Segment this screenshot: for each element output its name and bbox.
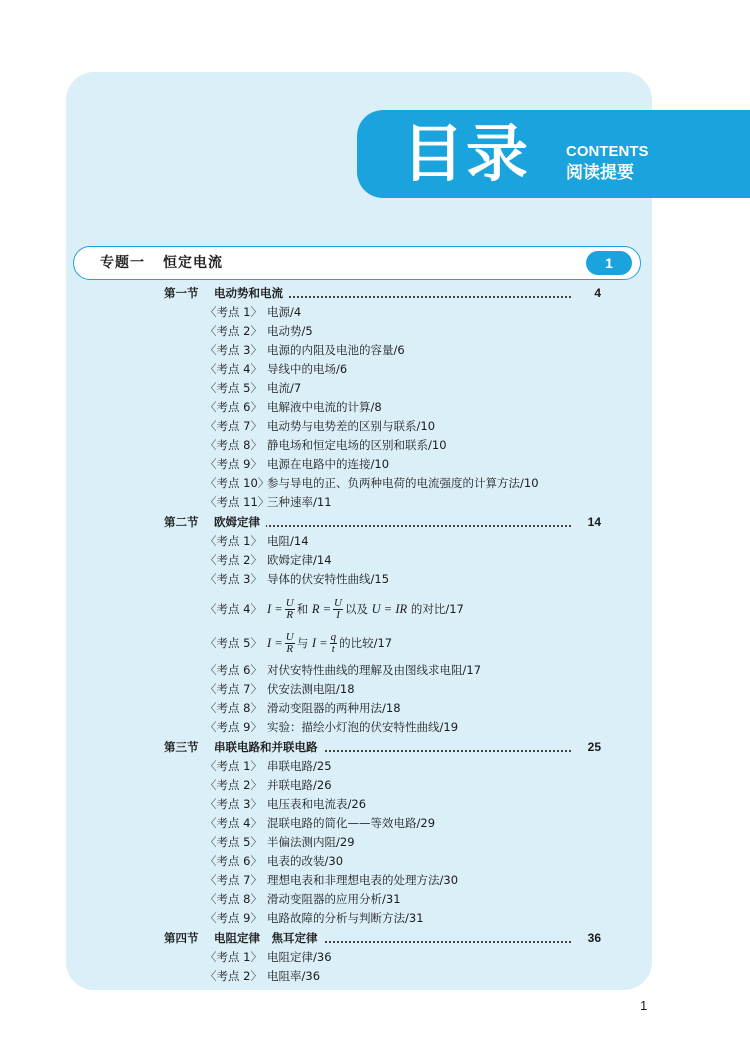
toc-item[interactable] bbox=[205, 493, 332, 512]
item-text: 的对比/17 bbox=[410, 602, 464, 616]
item-tag: 〈考点 1〉 bbox=[205, 759, 262, 773]
fraction-denominator: R bbox=[286, 609, 294, 621]
toc-item[interactable] bbox=[205, 680, 355, 699]
item-tag: 〈考点 7〉 bbox=[205, 682, 262, 696]
section-title: 欧姆定律 bbox=[214, 513, 266, 532]
toc-item[interactable] bbox=[205, 871, 458, 890]
item-text: 滑动变阻器的两种用法/18 bbox=[267, 701, 401, 715]
item-text: 电阻定律/36 bbox=[267, 950, 332, 964]
toc-item[interactable] bbox=[205, 890, 401, 909]
item-text: 与 bbox=[296, 636, 309, 650]
item-tag: 〈考点 2〉 bbox=[205, 324, 262, 338]
item-tag: 〈考点 5〉 bbox=[205, 636, 262, 650]
fraction-numerator: U bbox=[285, 597, 294, 609]
item-text: 滑动变阻器的应用分析/31 bbox=[267, 892, 401, 906]
item-text: 并联电路/26 bbox=[267, 778, 332, 792]
topic-bar[interactable] bbox=[73, 246, 641, 280]
fraction-denominator: R bbox=[286, 643, 294, 655]
topic-name: 恒定电流 bbox=[163, 255, 223, 271]
toc-item[interactable] bbox=[205, 592, 464, 626]
toc-item[interactable] bbox=[205, 436, 447, 455]
toc-item[interactable] bbox=[205, 626, 392, 660]
item-tag: 〈考点 7〉 bbox=[205, 873, 262, 887]
item-tag: 〈考点 8〉 bbox=[205, 701, 262, 715]
item-tag: 〈考点 2〉 bbox=[205, 969, 262, 983]
item-tag: 〈考点 8〉 bbox=[205, 438, 262, 452]
toc-item[interactable] bbox=[205, 852, 343, 871]
toc-item[interactable] bbox=[205, 398, 382, 417]
section-title: 电动势和电流 bbox=[214, 284, 289, 303]
item-tag: 〈考点 4〉 bbox=[205, 362, 262, 376]
item-text: 的比较/17 bbox=[339, 636, 393, 650]
fraction-denominator: I bbox=[336, 609, 340, 621]
formula-text: U = IR bbox=[371, 602, 408, 616]
item-text: 和 bbox=[296, 602, 309, 616]
item-tag: 〈考点 5〉 bbox=[205, 835, 262, 849]
toc-item[interactable] bbox=[205, 814, 435, 833]
item-text: 欧姆定律/14 bbox=[267, 553, 332, 567]
section-heading[interactable] bbox=[164, 929, 601, 948]
item-tag: 〈考点 1〉 bbox=[205, 534, 262, 548]
fraction-numerator: q bbox=[330, 631, 337, 643]
item-tag: 〈考点 2〉 bbox=[205, 778, 262, 792]
item-text: 电阻/14 bbox=[267, 534, 309, 548]
item-text: 电源在电路中的连接/10 bbox=[267, 457, 390, 471]
toc-item[interactable] bbox=[205, 341, 405, 360]
leader-dots bbox=[224, 525, 571, 527]
item-text: 电流/7 bbox=[267, 381, 302, 395]
fraction bbox=[285, 632, 295, 655]
topic-page-badge: 1 bbox=[586, 251, 632, 275]
fraction bbox=[333, 598, 343, 621]
toc-item[interactable] bbox=[205, 379, 301, 398]
item-text: 静电场和恒定电场的区别和联系/10 bbox=[267, 438, 447, 452]
section-page: 36 bbox=[584, 929, 601, 948]
item-text: 理想电表和非理想电表的处理方法/30 bbox=[267, 873, 459, 887]
fraction-numerator: U bbox=[285, 631, 294, 643]
toc-item[interactable] bbox=[205, 833, 355, 852]
toc-item[interactable] bbox=[205, 474, 539, 493]
topic-label: 专题一 bbox=[100, 255, 145, 271]
item-tag: 〈考点 4〉 bbox=[205, 602, 262, 616]
item-text: 电动势与电势差的区别与联系/10 bbox=[267, 419, 436, 433]
item-text: 电路故障的分析与判断方法/31 bbox=[267, 911, 424, 925]
contents-subtitle: 阅读提要 bbox=[566, 163, 634, 183]
toc-item[interactable] bbox=[205, 551, 332, 570]
item-tag: 〈考点 2〉 bbox=[205, 553, 262, 567]
item-tag: 〈考点 11〉 bbox=[205, 495, 270, 509]
item-text: 电阻率/36 bbox=[267, 969, 321, 983]
section-heading[interactable] bbox=[164, 513, 601, 532]
toc-item[interactable] bbox=[205, 757, 332, 776]
item-text: 电压表和电流表/26 bbox=[267, 797, 367, 811]
fraction-numerator: U bbox=[334, 597, 342, 609]
item-text: 串联电路/25 bbox=[267, 759, 332, 773]
item-tag: 〈考点 10〉 bbox=[205, 476, 270, 490]
toc-item[interactable] bbox=[205, 661, 481, 680]
item-tag: 〈考点 3〉 bbox=[205, 572, 262, 586]
fraction bbox=[285, 598, 295, 621]
item-tag: 〈考点 3〉 bbox=[205, 797, 262, 811]
toc-item[interactable] bbox=[205, 570, 389, 589]
item-text: 对伏安特性曲线的理解及由图线求电阻/17 bbox=[267, 663, 482, 677]
item-tag: 〈考点 1〉 bbox=[205, 305, 262, 319]
item-tag: 〈考点 6〉 bbox=[205, 854, 262, 868]
item-tag: 〈考点 8〉 bbox=[205, 892, 262, 906]
item-text: 三种速率/11 bbox=[267, 495, 332, 509]
item-tag: 〈考点 5〉 bbox=[205, 381, 262, 395]
toc-item[interactable] bbox=[205, 532, 309, 551]
item-text: 电源/4 bbox=[267, 305, 302, 319]
section-number: 第四节 bbox=[164, 931, 199, 945]
toc-item[interactable] bbox=[205, 776, 332, 795]
toc-item[interactable] bbox=[205, 360, 347, 379]
contents-title: 目录 bbox=[402, 117, 531, 190]
item-text: 混联电路的简化——等效电路/29 bbox=[267, 816, 436, 830]
item-text: 电源的内阻及电池的容量/6 bbox=[267, 343, 405, 357]
item-text: 电表的改装/30 bbox=[267, 854, 344, 868]
toc-item[interactable] bbox=[205, 699, 401, 718]
item-text: 电解液中电流的计算/8 bbox=[267, 400, 382, 414]
item-tag: 〈考点 9〉 bbox=[205, 911, 262, 925]
section-page: 25 bbox=[584, 738, 601, 757]
section-page: 4 bbox=[590, 284, 601, 303]
toc-item[interactable] bbox=[205, 948, 332, 967]
toc-item[interactable] bbox=[205, 909, 424, 928]
item-tag: 〈考点 9〉 bbox=[205, 457, 262, 471]
toc-item[interactable] bbox=[205, 967, 320, 986]
page-number: 1 bbox=[640, 998, 648, 1013]
fraction-denominator: t bbox=[331, 643, 335, 655]
contents-english-label: CONTENTS bbox=[566, 143, 649, 160]
section-title: 电阻定律 焦耳定律 bbox=[214, 929, 324, 948]
section-number: 第三节 bbox=[164, 740, 199, 754]
item-tag: 〈考点 6〉 bbox=[205, 400, 262, 414]
formula-text: I = bbox=[311, 636, 328, 650]
toc-item[interactable] bbox=[205, 455, 389, 474]
formula-text: I = bbox=[267, 636, 283, 650]
toc-item[interactable] bbox=[205, 322, 313, 341]
item-text: 导体的伏安特性曲线/15 bbox=[267, 572, 390, 586]
item-text: 以及 bbox=[345, 602, 368, 616]
item-tag: 〈考点 9〉 bbox=[205, 720, 262, 734]
section-number: 第二节 bbox=[164, 515, 199, 529]
item-text: 导线中的电场/6 bbox=[267, 362, 348, 376]
section-heading[interactable] bbox=[164, 738, 601, 757]
formula-text: I = bbox=[267, 602, 283, 616]
item-tag: 〈考点 4〉 bbox=[205, 816, 262, 830]
item-text: 电动势/5 bbox=[267, 324, 313, 338]
toc-item[interactable] bbox=[205, 417, 435, 436]
formula-text: R = bbox=[311, 602, 332, 616]
item-text: 半偏法测内阻/29 bbox=[267, 835, 355, 849]
item-text: 参与导电的正、负两种电荷的电流强度的计算方法/10 bbox=[267, 476, 539, 490]
toc-item[interactable] bbox=[205, 718, 458, 737]
section-title: 串联电路和并联电路 bbox=[214, 738, 324, 757]
item-tag: 〈考点 3〉 bbox=[205, 343, 262, 357]
item-tag: 〈考点 6〉 bbox=[205, 663, 262, 677]
section-page: 14 bbox=[584, 513, 601, 532]
toc-item[interactable] bbox=[205, 795, 366, 814]
section-heading[interactable] bbox=[164, 284, 601, 303]
toc-item[interactable] bbox=[205, 303, 301, 322]
item-tag: 〈考点 1〉 bbox=[205, 950, 262, 964]
item-text: 伏安法测电阻/18 bbox=[267, 682, 355, 696]
section-number: 第一节 bbox=[164, 286, 199, 300]
fraction bbox=[330, 632, 338, 655]
item-tag: 〈考点 7〉 bbox=[205, 419, 262, 433]
item-text: 实验：描绘小灯泡的伏安特性曲线/19 bbox=[267, 720, 459, 734]
